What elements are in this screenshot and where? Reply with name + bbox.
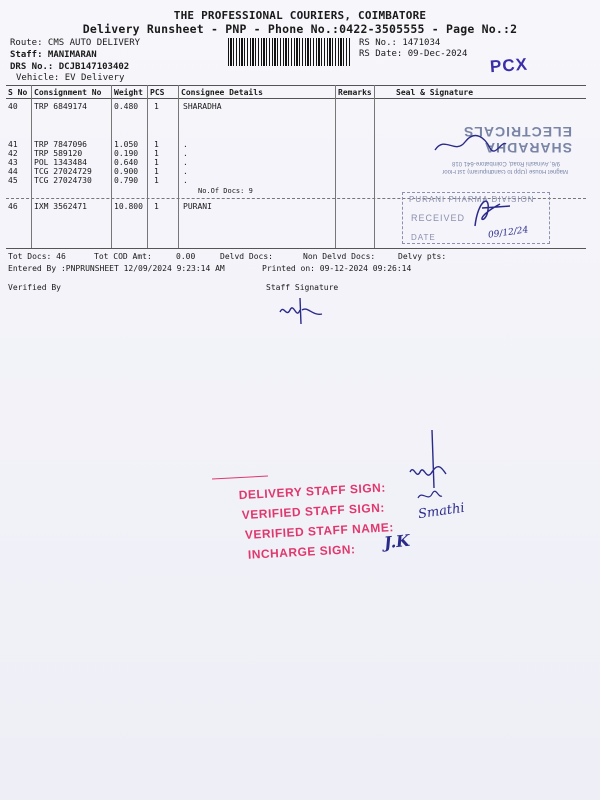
table-row-sno: 42 [8,149,18,158]
entered-by: Entered By :PNPRUNSHEET 12/09/2024 9:23:14 AM [8,264,225,273]
received-label: RECEIVED [411,213,466,223]
table-row-cons: TRP 7847096 [34,140,87,149]
table-row-cons: TRP 6849174 [34,102,87,111]
table-row-pcs: 1 [154,102,159,111]
drs-number: DRS No.: DCJB147103402 [10,62,130,72]
table-row-sno: 46 [8,202,18,211]
signature-sharadha [430,130,510,160]
stamp-road: 9/6, Avinashi Road, Coimbatore-641 018 [452,160,560,166]
incharge-signature: J.K [383,530,411,553]
tot-docs: Tot Docs: 46 [8,252,66,261]
table-row-pcs: 1 [154,140,159,149]
staff: Staff: MANIMARAN [10,50,97,60]
table-row-details: PURANI [183,202,212,211]
table-row-pcs: 1 [154,176,159,185]
no-of-docs: No.Of Docs: 9 [198,187,253,195]
delvy-pts: Delvy pts: [398,252,447,261]
delvd-docs: Delvd Docs: [220,252,273,261]
table-row-sno: 43 [8,158,18,167]
non-delvd-docs: Non Delvd Docs: [303,252,376,261]
delivery-staff-sign-label: DELIVERY STAFF SIGN: [238,480,387,503]
table-row-details: . [183,149,188,158]
table-header-rule [6,98,586,99]
signature-purani [460,190,520,230]
col-consignment: Consignment No [34,88,102,97]
verified-staff-name-hand: Smathi [417,500,466,523]
table-row-pcs: 1 [154,202,159,211]
table-row-cons: TCG 27024730 [34,176,92,185]
table-top-rule [6,85,586,86]
table-row-pcs: 1 [154,149,159,158]
stamp-address: Magnet House (Opp to Gandhipuram) 1st Floor [442,168,568,174]
staff-signature-mark [276,296,326,326]
col-seal: Seal & Signature [396,88,474,97]
rs-date: RS Date: 09-Dec-2024 [359,49,468,59]
table-row-weight: 0.640 [114,158,139,167]
table-row-pcs: 1 [154,167,159,176]
table-row-details: . [183,140,188,149]
table-row-sno: 45 [8,176,18,185]
verified-staff-name-label: VERIFIED STAFF NAME: [244,520,395,542]
table-bottom-rule [6,248,586,249]
route: Route: CMS AUTO DELIVERY [10,38,141,48]
verified-staff-sign-label: VERIFIED STAFF SIGN: [241,500,386,523]
table-row-cons: IXM 3562471 [34,202,87,211]
staff-signature-label: Staff Signature [266,283,339,292]
table-row-details: . [183,158,188,167]
col-consignee: Consignee Details [181,88,263,97]
table-row-cons: POL 1343484 [34,158,87,167]
table-row-weight: 1.050 [114,140,139,149]
received-title: PURANI PHARMA DIVISION [409,195,535,204]
rs-number: RS No.: 1471034 [359,38,441,48]
table-row-weight: 0.790 [114,176,139,185]
tot-cod-value: 0.00 [176,252,196,261]
runsheet-subtitle: Delivery Runsheet - PNP - Phone No.:0422-3505555 - Page No.:2 [82,22,518,36]
verified-staff-signature [414,486,444,506]
col-remarks: Remarks [338,88,372,97]
incharge-sign-label: INCHARGE SIGN: [247,542,356,562]
table-row-sno: 44 [8,167,18,176]
table-row-details: . [183,167,188,176]
table-row-weight: 10.800 [114,202,143,211]
table-row-sno: 40 [8,102,18,111]
table-row-details: . [183,176,188,185]
table-row-cons: TRP 589120 [34,149,83,158]
col-weight: Weight [114,88,143,97]
tot-cod-label: Tot COD Amt: [94,252,152,261]
stamp-company: SHARADHA ELECTRICALS [463,124,572,156]
col-sno: S No [8,88,28,97]
date-label: DATE [411,233,436,242]
received-date-hand: 09/12/24 [487,225,529,241]
table-row-details: SHARADHA [183,102,222,111]
table-row-weight: 0.190 [114,149,139,158]
table-row-pcs: 1 [154,158,159,167]
barcode [228,38,350,66]
vehicle: Vehicle: EV Delivery [16,73,125,83]
printed-on: Printed on: 09-12-2024 09:26:14 [262,264,412,273]
table-row-cons: TCG 27024729 [34,167,92,176]
company-title: THE PROFESSIONAL COURIERS, COIMBATORE [173,9,427,22]
table-row-weight: 0.900 [114,167,139,176]
col-pcs: PCS [150,88,165,97]
table-row-weight: 0.480 [114,102,139,111]
table-row-sno: 41 [8,140,18,149]
handwritten-pcx: PCX [489,54,529,77]
verified-by: Verified By [8,283,61,292]
